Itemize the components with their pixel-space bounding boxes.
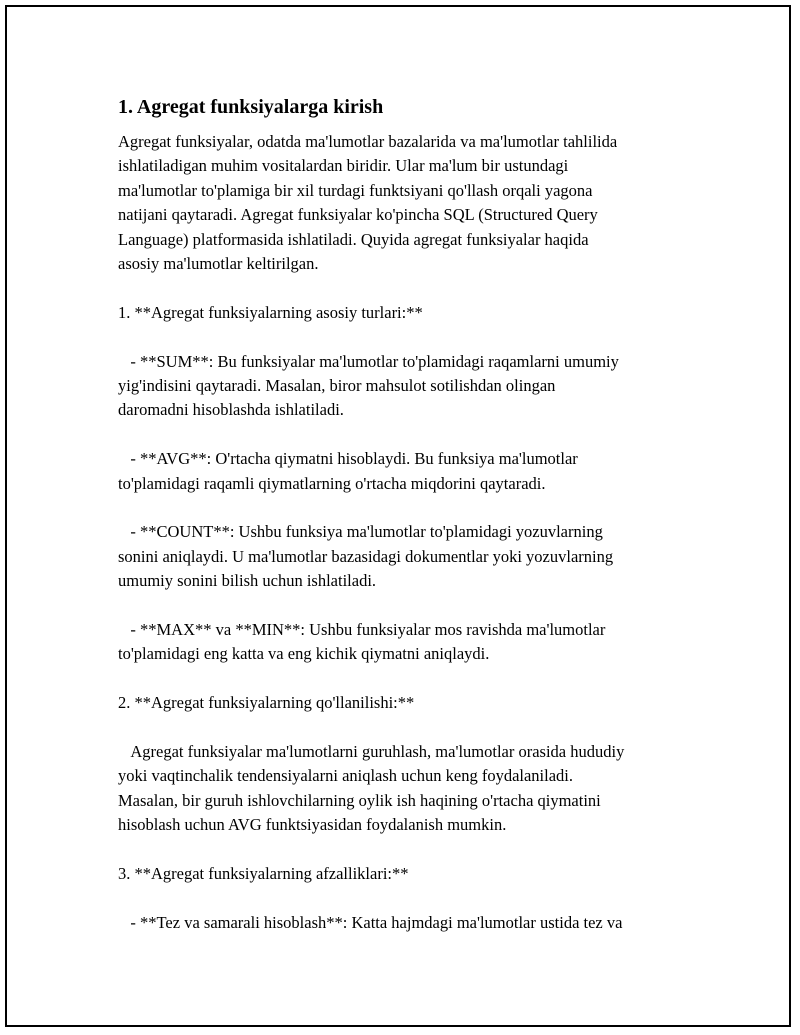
list-item-fast-calculation: - **Tez va samarali hisoblash**: Katta hajmdagi ma'lumotlar ustida tez va (118, 912, 623, 932)
list-item-max-min: - **MAX** va **MIN**: Ushbu funksiyalar mos ravishda ma'lumotlar to'plamidagi eng katta va eng kichik qiymatni aniqlaydi. (118, 620, 606, 664)
section-heading: 1. Agregat funksiyalarga kirish (118, 96, 384, 118)
document-body (118, 95, 698, 935)
list-heading-usage: 2. **Agregat funksiyalarning qo'llanilishi:** (118, 693, 415, 713)
list-heading-advantages: 3. **Agregat funksiyalarning afzalliklari:** (118, 864, 409, 884)
list-item-count: - **COUNT**: Ushbu funksiya ma'lumotlar to'plamidagi yozuvlarning sonini aniqlaydi. U ma'lumotlar bazasidagi dokumentlar yoki yozuvlarning umumiy sonini bilish uchun ishlatiladi. (118, 522, 614, 591)
list-item-sum: - **SUM**: Bu funksiyalar ma'lumotlar to'plamidagi raqamlarni umumiy yig'indisini qaytaradi. Masalan, biror mahsulot sotilishdan olingan daromadni hisoblashda ishlatiladi. (118, 351, 619, 420)
usage-paragraph: Agregat funksiyalar ma'lumotlarni guruhlash, ma'lumotlar orasida hududiy yoki vaqtinchalik tendensiyalarni aniqlash uchun keng foydalaniladi. Masalan, bir guruh ishlovchilarning oylik ish haqining o'rtacha qiymatini hisoblash uchun AVG funktsiyasidan foydalanish mumkin. (118, 742, 625, 835)
intro-paragraph: Agregat funksiyalar, odatda ma'lumotlar bazalarida va ma'lumotlar tahlilida ishlatiladigan muhim vositalardan biridir. Ular ma'lum bir ustundagi ma'lumotlar to'plamiga bir xil turdagi funktsiyani qo'llash orqali yagona natijani qaytaradi. Agregat funksiyalar ko'pincha SQL (Structured Query Language) platformasida ishlatiladi. Quyida agregat funksiyalar haqida asosiy ma'lumotlar keltirilgan. (118, 132, 618, 274)
list-heading-types: 1. **Agregat funksiyalarning asosiy turlari:** (118, 302, 423, 322)
list-item-avg: - **AVG**: O'rtacha qiymatni hisoblaydi. Bu funksiya ma'lumotlar to'plamidagi raqamli qiymatlarning o'rtacha miqdorini qaytaradi. (118, 449, 578, 493)
